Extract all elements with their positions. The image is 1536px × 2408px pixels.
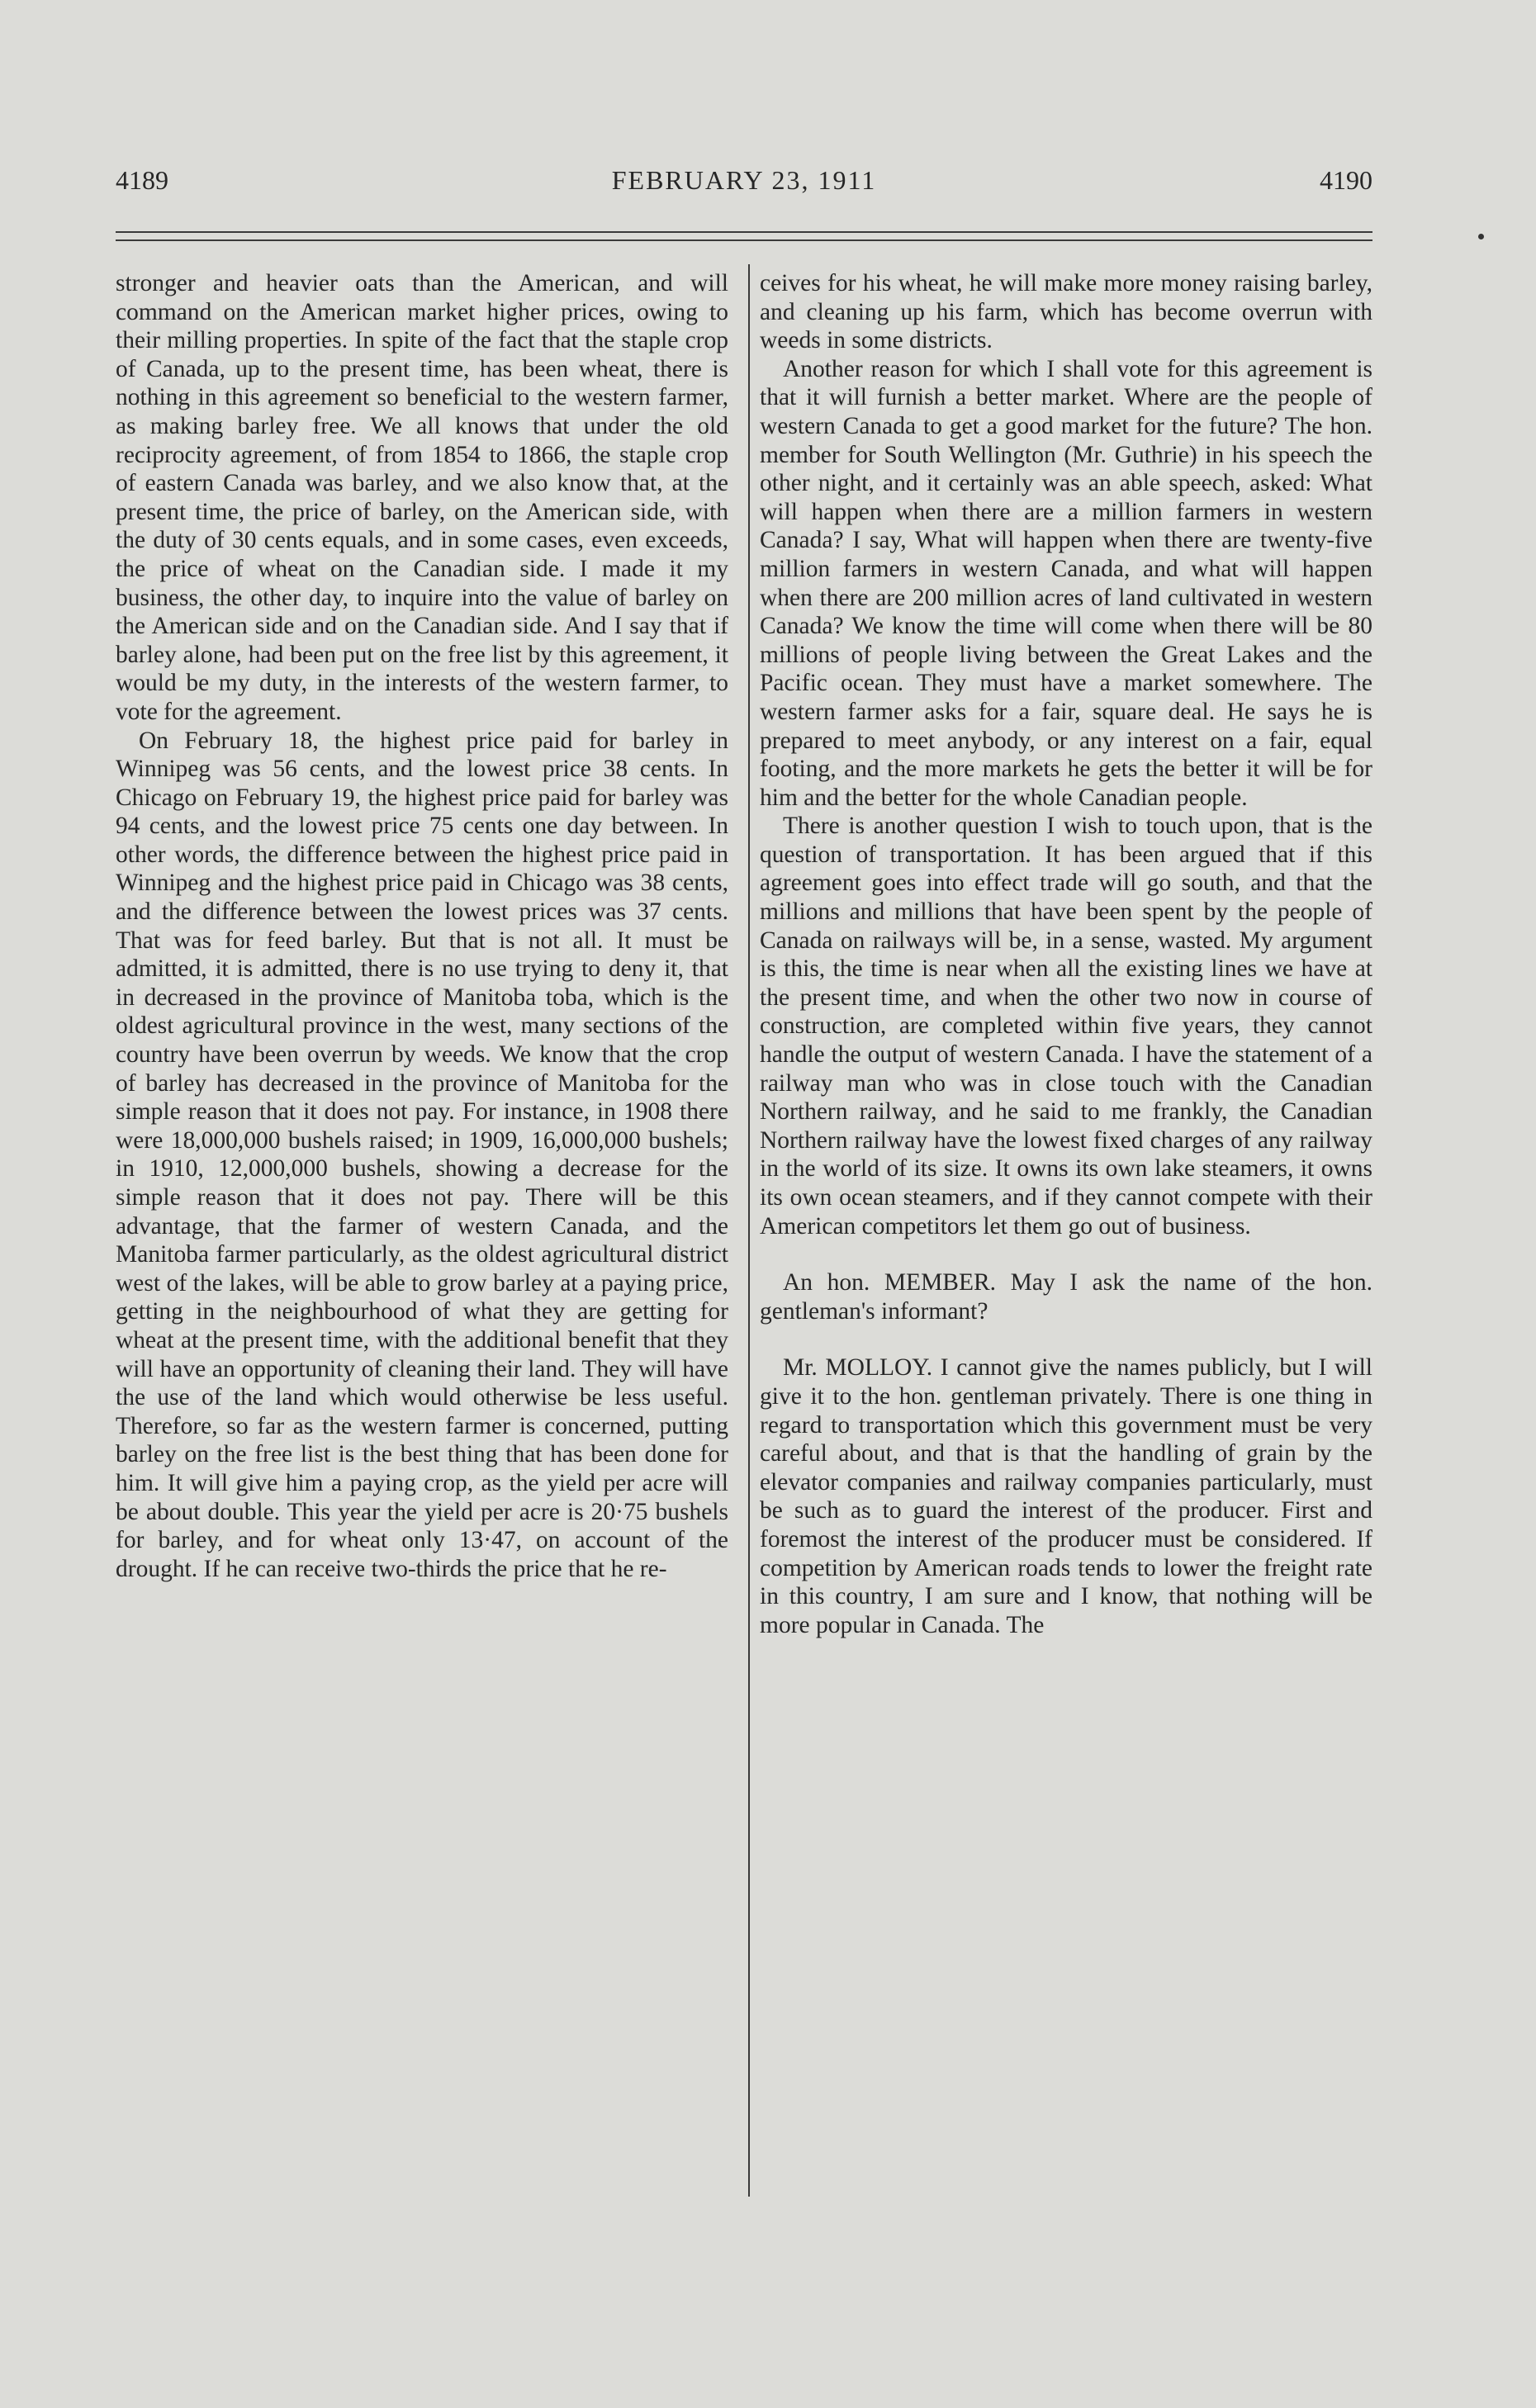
header-rule-top [116, 231, 1372, 233]
paragraph: stronger and heavier oats than the American, and will command on the American market higher prices, owing to their milling properties. In spite of the fact that the staple crop of Canada, up to the present time, has been wheat, there is nothing in this agreement so beneficial to the western farmer, as making barley free. We all knows that under the old reciprocity agreement, of from 1854 to 1866, the staple crop of eastern Canada was barley, and we also know that, at the present time, the price of barley, on the American side, with the duty of 30 cents equals, and in some cases, even exceeds, the price of wheat on the Canadian side. I made it my business, the other day, to inquire into the value of barley on the American side and on the Canadian side. And I say that if barley alone, had been put on the free list by this agreement, it would be my duty, in the interests of the western farmer, to vote for the agreement. [116, 270, 728, 725]
paragraph: An hon. MEMBER. May I ask the name of the hon. gentleman's informant? [760, 1269, 1372, 1325]
paragraph: Mr. MOLLOY. I cannot give the names publicly, but I will give it to the hon. gentleman privately. There is one thing in regard to transportation which this government must be very careful about, and that is that the handling of grain by the elevator companies and railway companies particularly, must be such as to guard the interest of the producer. First and foremost the interest of the producer must be considered. If competition by American roads tends to lower the freight rate in this country, I am sure and I know, that nothing will be more popular in Canada. The [760, 1354, 1372, 1638]
column-divider [748, 264, 750, 2197]
page-header [116, 165, 1372, 206]
paragraph: There is another question I wish to touch upon, that is the question of transportation. It has been argued that if this agreement goes into effect trade will go south, and that the millions and millions that have been spent by the people of Canada on railways will be, in a sense, wasted. My argument is this, the time is near when all the existing lines we have at the present time, and when the other two now in course of construction, are completed within five years, they cannot handle the output of western Canada. I have the statement of a railway man who was in close touch with the Canadian Northern railway, and he said to me frankly, the Canadian Northern railway have the lowest fixed charges of any railway in the world of its size. It owns its own lake steamers, it owns its own ocean steamers, and if they cannot compete with their American competitors let them go out of business. [760, 813, 1372, 1240]
page-date-title: FEBRUARY 23, 1911 [611, 165, 877, 195]
paragraph: On February 18, the highest price paid for barley in Winnipeg was 56 cents, and the lowest price 38 cents. In Chicago on February 19, the highest price paid for barley was 94 cents, and the lowest price 75 cents one day between. In other words, the difference between the highest price paid in Winnipeg and the highest price paid in Chicago was 38 cents, and the difference between the lowest prices was 37 cents. That was for feed barley. But that is not all. It must be admitted, it is admitted, there is no use trying to deny it, that in decreased in the province of Manitoba toba, which is the oldest agricultural province in the west, many sections of the country have been overrun by weeds. We know that the crop of barley has decreased in the province of Manitoba for the simple reason that it does not pay. For instance, in 1908 there were 18,000,000 bushels raised; in 1909, 16,000,000 bushels; in 1910, 12,000,000 bushels, showing a decrease for the simple reason that it does not pay. There will be this advantage, that the farmer of western Canada, and the Manitoba farmer particularly, as the oldest agricultural district west of the lakes, will be able to grow barley at a paying price, getting in the neighbourhood of what they are getting for wheat at the present time, with the additional benefit that they will have an opportunity of cleaning their land. They will have the use of the land which would otherwise be less useful. Therefore, so far as the western farmer is concerned, putting barley on the free list is the best thing that has been done for him. It will give him a paying crop, as the yield per acre will be about double. This year the yield per acre is 20·75 bushels for barley, and for wheat only 13·47, on account of the drought. If he can receive two-thirds the price that he re- [116, 727, 728, 1582]
paragraph: Another reason for which I shall vote for this agreement is that it will furnish a better market. Where are the people of western Canada to get a good market for the future? The hon. member for South Wellington (Mr. Guthrie) in his speech the other night, and it certainly was an able speech, asked: What will happen when there are a million farmers in western Canada? I say, What will happen when there are twenty-five million farmers in western Canada, and what will happen when there are 200 million acres of land cultivated in western Canada? We know the time will come when there will be 80 millions of people living between the Great Lakes and the Pacific ocean. They must have a market somewhere. The western farmer asks for a fair, square deal. He says he is prepared to meet anybody, or any interest on a fair, equal footing, and the more markets he gets the better it will be for him and the better for the whole Canadian people. [760, 355, 1372, 811]
right-page-number: 4190 [1320, 165, 1372, 195]
left-column [116, 269, 728, 1583]
margin-dot [1478, 234, 1484, 239]
paragraph: ceives for his wheat, he will make more money raising barley, and cleaning up his farm, which has become overrun with weeds in some districts. [760, 270, 1372, 354]
left-page-number: 4189 [116, 165, 168, 195]
header-rule-bottom [116, 239, 1372, 241]
right-column [760, 269, 1372, 1639]
